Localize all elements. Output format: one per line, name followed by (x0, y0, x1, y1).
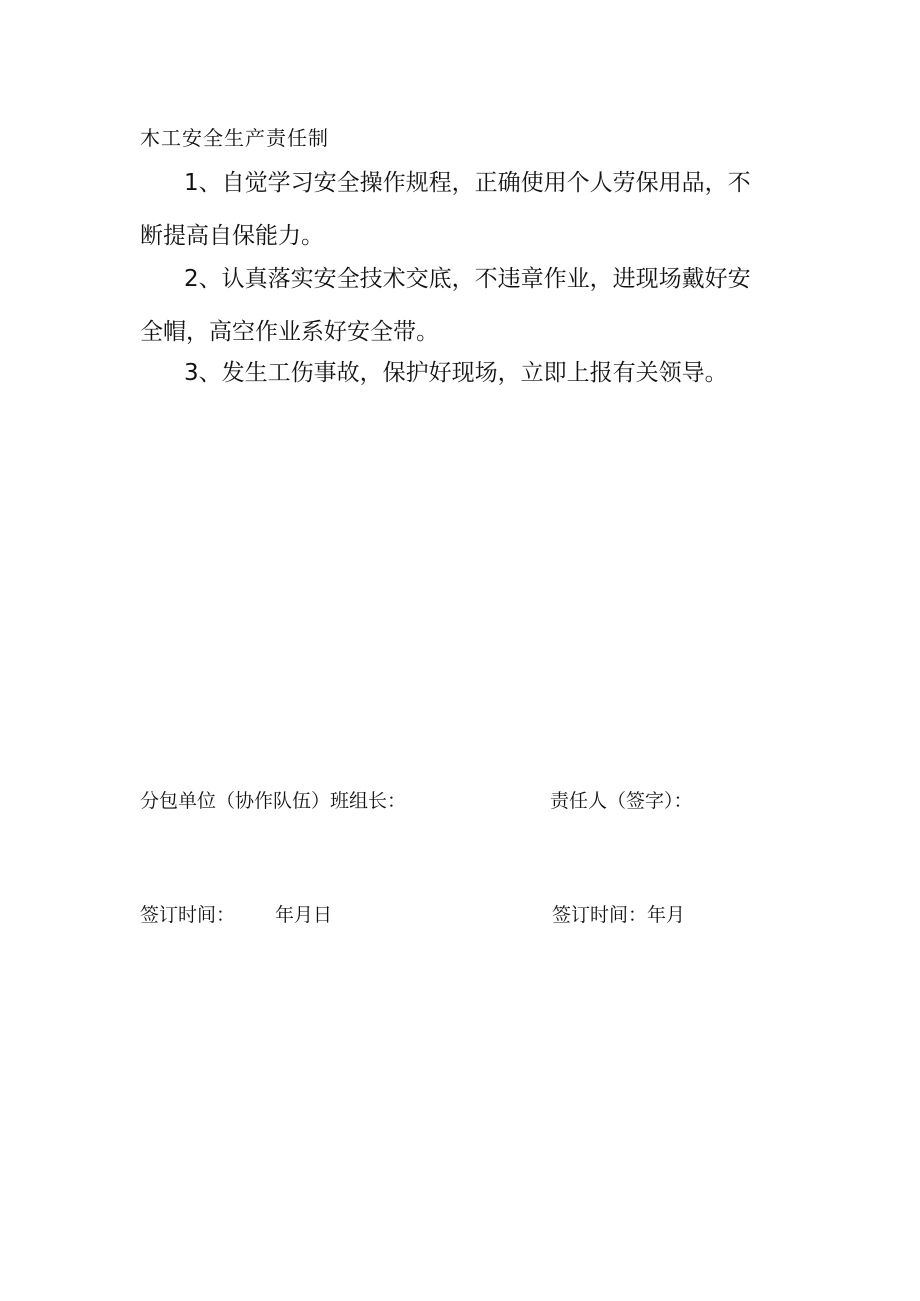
clause-1-text: 1、自觉学习安全操作规程，正确使用个人劳保用品，不断提高自保能力。 (140, 170, 751, 249)
clause-3 (140, 347, 760, 400)
left-signing-date-label: 签订时间： (140, 904, 236, 926)
clause-2-text: 2、认真落实安全技术交底，不违章作业，进现场戴好安全帽，高空作业系好安全带。 (140, 266, 751, 345)
clause-3-text: 3、发生工伤事故，保护好现场，立即上报有关领导。 (184, 360, 728, 386)
document-title: 木工安全生产责任制 (140, 126, 329, 150)
right-signing-date-label: 签订时间：年月 (552, 904, 686, 926)
responsible-person-signature-label: 责任人（签字）： (550, 790, 693, 812)
clause-2 (140, 253, 760, 359)
subcontractor-team-leader-label: 分包单位（协作队伍）班组长： (140, 790, 407, 812)
left-signing-date (140, 900, 332, 927)
clause-1 (140, 157, 760, 263)
left-signing-date-value: 年月日 (275, 904, 333, 926)
